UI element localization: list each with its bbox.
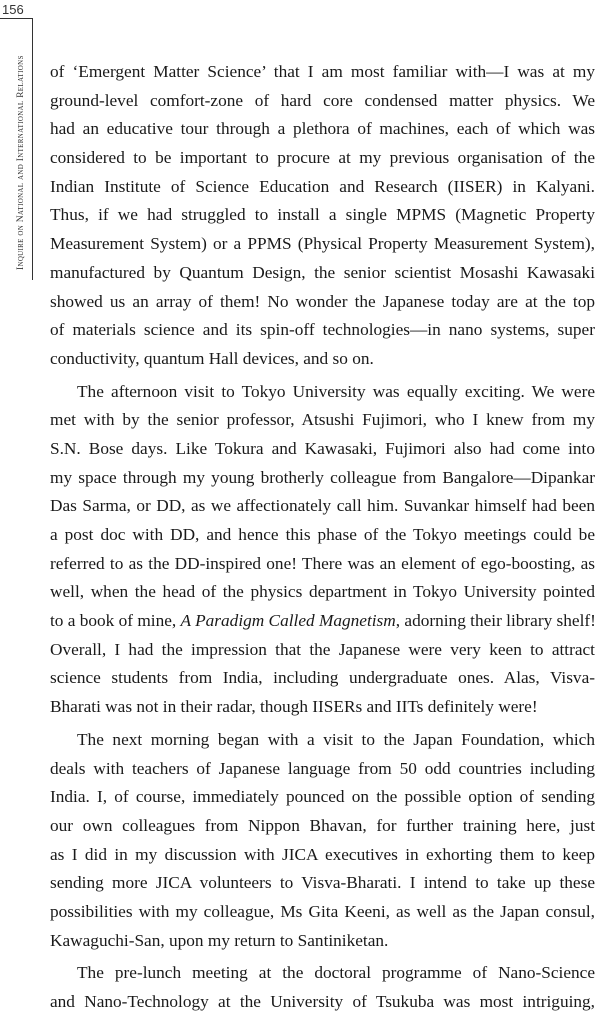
text-line: Indian Institute of Science Education and Research (IISER) in Kalyani. <box>50 176 595 196</box>
text-line: sending more JICA volunteers to Visva-Bharati. I intend to take up these <box>50 873 595 893</box>
text-line: manufactured by Quantum Design, the senior scientist Mosashi Kawasaki <box>50 262 595 282</box>
text-line: Bharati was not in their radar, though IISERs and IITs definitely were! <box>50 697 538 717</box>
text-line: considered to be important to procure at my previous organisation of the <box>50 148 595 168</box>
text-line: deals with teachers of Japanese language from 50 odd countries including <box>50 758 595 778</box>
text-line: had an educative tour through a plethora of machines, each of which was <box>50 119 595 139</box>
text-line: conductivity, quantum Hall devices, and so on. <box>50 348 374 368</box>
text-line: and Nano-Technology at the University of Tsukuba was most intriguing, <box>50 992 595 1011</box>
text-line: The afternoon visit to Tokyo University was equally exciting. We were <box>77 381 595 401</box>
text-line: S.N. Bose days. Like Tokura and Kawasaki, Fujimori also had come into <box>50 438 595 458</box>
text-line <box>50 607 595 636</box>
text-line: The pre-lunch meeting at the doctoral programme of Nano-Science <box>77 963 595 983</box>
text-line: my space through my young brotherly colleague from Bangalore—Dipankar <box>50 467 595 487</box>
text-line: our own colleagues from Nippon Bhavan, for further training here, just <box>50 815 595 835</box>
text-line: Overall, I had the impression that the Japanese were very keen to attract <box>50 639 595 659</box>
text-line: a post doc with DD, and hence this phase of the Tokyo meetings could be <box>50 525 595 544</box>
page-number: 156 <box>2 2 24 17</box>
text-line: ground-level comfort-zone of hard core condensed matter physics. We <box>50 90 595 110</box>
header-rule <box>0 18 33 19</box>
text-line: Thus, if we had struggled to install a single MPMS (Magnetic Property <box>50 205 595 225</box>
running-head: Inquire on National and International Relations <box>16 55 26 270</box>
text-line: Kawaguchi-San, upon my return to Santiniketan. <box>50 930 389 950</box>
paragraph <box>50 959 595 1016</box>
book-title: A Paradigm Called Magnetism <box>180 611 396 631</box>
text-fragment: to a book of mine, <box>50 611 181 631</box>
text-line: science students from India, including undergraduate ones. Alas, Visva- <box>50 668 595 688</box>
text-line: referred to as the DD-inspired one! There was an element of ego-boosting, as <box>50 553 595 573</box>
text-line: Das Sarma, or DD, as we affectionately call him. Suvankar himself had been <box>50 496 595 516</box>
text-line: of materials science and its spin-off technologies—in nano systems, super <box>50 320 595 340</box>
text-line: well, when the head of the physics department in Tokyo University pointed <box>50 582 595 602</box>
text-line: met with by the senior professor, Atsushi Fujimori, who I knew from my <box>50 410 595 430</box>
body-text <box>50 58 595 1017</box>
text-fragment: , adorning their library shelf! <box>395 611 596 631</box>
text-line: The next morning began with a visit to the Japan Foundation, which <box>77 729 595 749</box>
text-line: of ‘Emergent Matter Science’ that I am most familiar with—I was at my <box>50 62 595 81</box>
paragraph <box>50 378 595 722</box>
text-line: as I did in my discussion with JICA executives in exhorting them to keep <box>50 844 595 864</box>
text-line: showed us an array of them! No wonder the Japanese today are at the top <box>50 291 595 311</box>
paragraph <box>50 58 595 374</box>
text-line: possibilities with my colleague, Ms Gita Keeni, as well as the Japan consul, <box>50 901 595 921</box>
text-line: Measurement System) or a PPMS (Physical Property Measurement System), <box>50 234 595 254</box>
paragraph <box>50 726 595 956</box>
margin-rule <box>32 18 33 280</box>
text-line: India. I, of course, immediately pounced on the possible option of sending <box>50 787 595 807</box>
